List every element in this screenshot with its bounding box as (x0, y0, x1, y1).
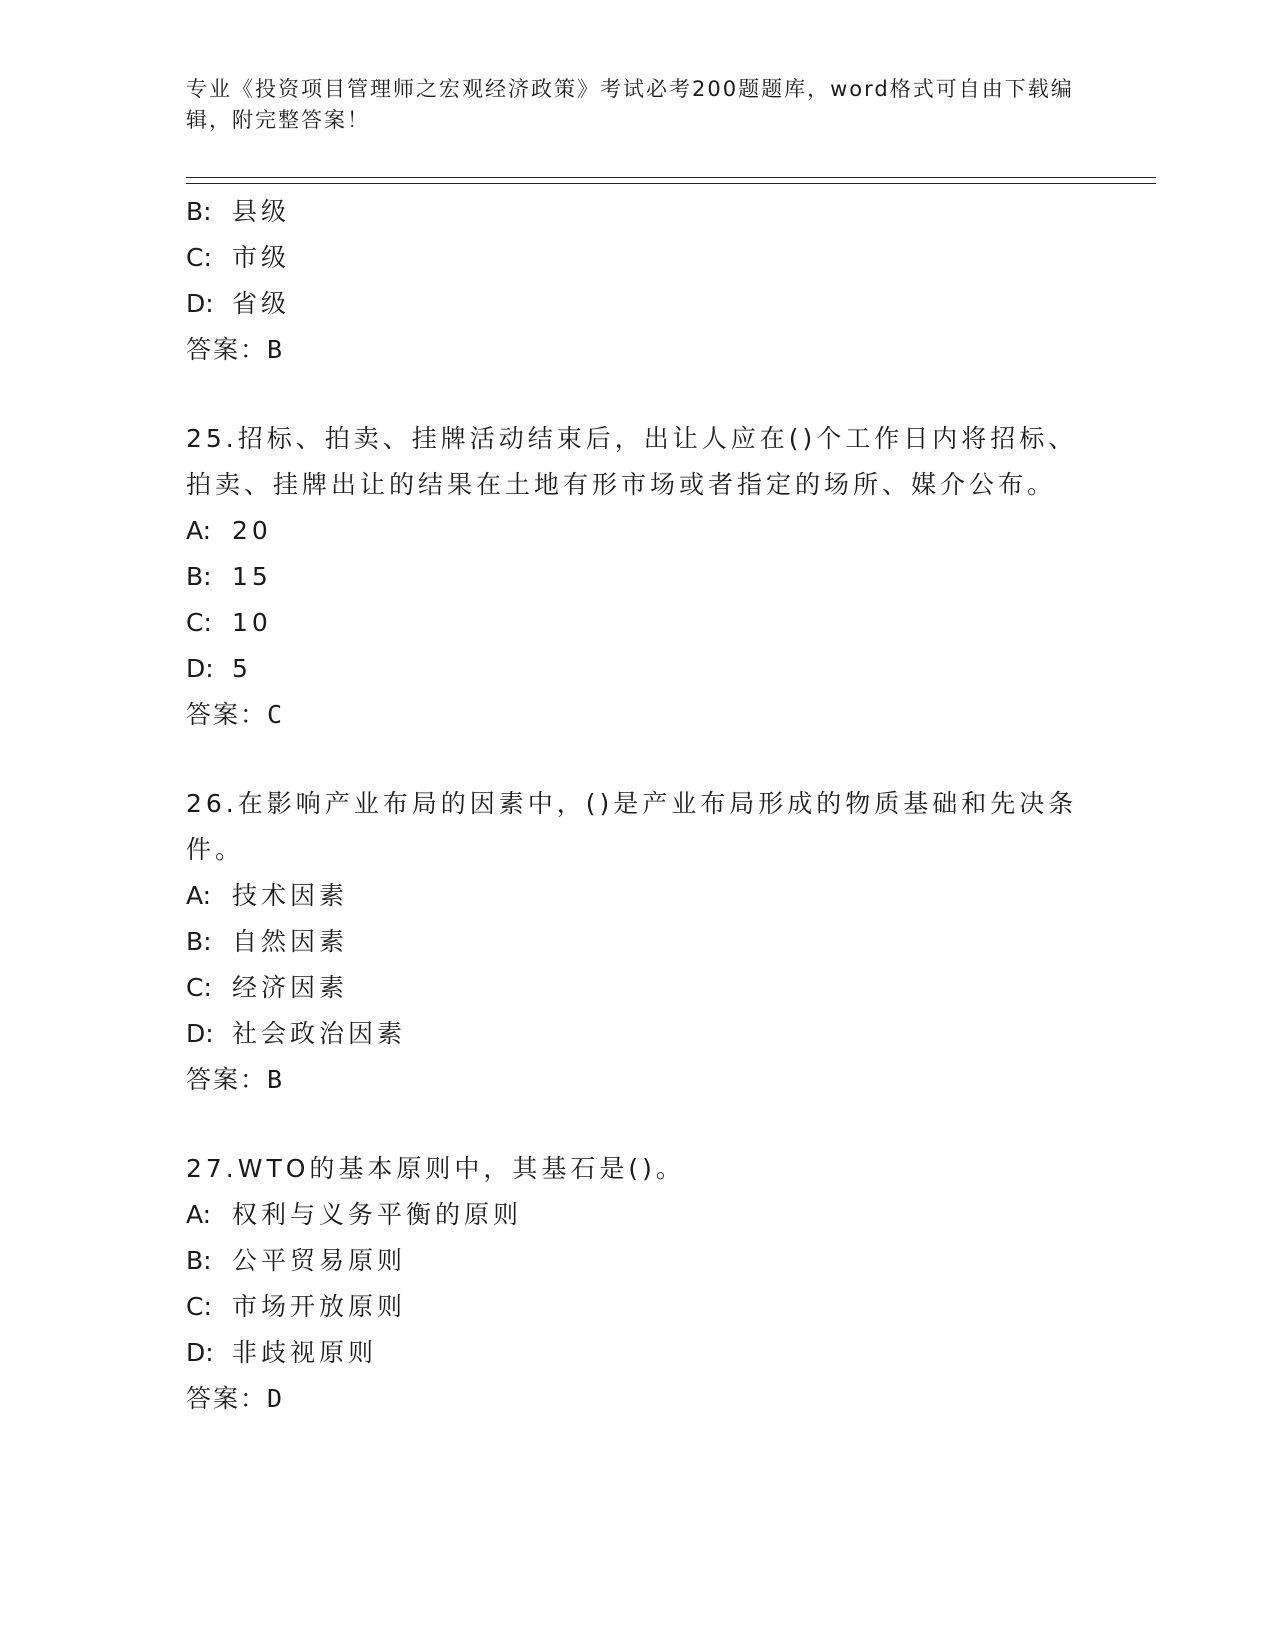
question-stem: 25.招标、拍卖、挂牌活动结束后，出让人应在()个工作日内将招标、拍卖、挂牌出让的结果在土地有形市场或者指定的场所、媒介公布。 (186, 424, 1078, 499)
option-label: D: (186, 654, 214, 683)
answer-line (186, 1376, 1086, 1422)
option-text: 县级 (232, 197, 291, 226)
answer-label: 答案： (186, 1065, 268, 1094)
option-label: C: (186, 608, 212, 637)
option-b (186, 189, 1086, 235)
option-text: 市级 (232, 243, 291, 272)
option-b (186, 554, 1086, 600)
option-c (186, 600, 1086, 646)
answer-line (186, 327, 1086, 373)
option-text: 5 (232, 654, 252, 683)
option-label: B: (186, 1246, 212, 1275)
option-a (186, 508, 1086, 554)
header-rule (186, 177, 1156, 184)
option-d (186, 1011, 1086, 1057)
option-label: C: (186, 1292, 212, 1321)
option-text: 非歧视原则 (232, 1338, 378, 1367)
option-d (186, 646, 1086, 692)
option-text: 自然因素 (232, 927, 349, 956)
option-label: D: (186, 1019, 214, 1048)
option-a (186, 1192, 1086, 1238)
answer-label: 答案： (186, 700, 268, 729)
option-label: C: (186, 973, 212, 1002)
option-text: 省级 (232, 289, 291, 318)
option-label: B: (186, 562, 212, 591)
option-text: 社会政治因素 (232, 1019, 407, 1048)
option-label: D: (186, 289, 214, 318)
answer-line (186, 692, 1086, 738)
page-header: 专业《投资项目管理师之宏观经济政策》考试必考200题题库，word格式可自由下载编辑，附完整答案！ (186, 77, 1074, 132)
option-d (186, 281, 1086, 327)
option-a (186, 873, 1086, 919)
option-label: B: (186, 197, 212, 226)
option-b (186, 919, 1086, 965)
question-27 (186, 1146, 1086, 1422)
option-text: 公平贸易原则 (232, 1246, 407, 1275)
option-text: 技术因素 (232, 881, 349, 910)
option-text: 15 (232, 562, 272, 591)
option-label: B: (186, 927, 212, 956)
answer-value: D (267, 1384, 285, 1413)
answer-value: B (267, 1065, 285, 1094)
option-c (186, 965, 1086, 1011)
answer-label: 答案： (186, 335, 268, 364)
question-stem: 26.在影响产业布局的因素中，()是产业布局形成的物质基础和先决条件。 (186, 789, 1078, 864)
answer-line (186, 1057, 1086, 1103)
option-d (186, 1330, 1086, 1376)
answer-value: C (267, 700, 285, 729)
option-text: 10 (232, 608, 272, 637)
option-label: A: (186, 516, 212, 545)
option-b (186, 1238, 1086, 1284)
question-24 (186, 189, 1086, 373)
question-25 (186, 416, 1086, 738)
question-stem: 27.WTO的基本原则中，其基石是()。 (186, 1154, 685, 1183)
option-text: 市场开放原则 (232, 1292, 407, 1321)
option-label: D: (186, 1338, 214, 1367)
option-text: 经济因素 (232, 973, 349, 1002)
question-26 (186, 781, 1086, 1103)
option-text: 权利与义务平衡的原则 (232, 1200, 523, 1229)
option-text: 20 (232, 516, 272, 545)
option-c (186, 235, 1086, 281)
option-c (186, 1284, 1086, 1330)
option-label: A: (186, 1200, 212, 1229)
option-label: A: (186, 881, 212, 910)
option-label: C: (186, 243, 212, 272)
answer-label: 答案： (186, 1384, 268, 1413)
answer-value: B (267, 335, 285, 364)
question-list (186, 189, 1086, 1422)
